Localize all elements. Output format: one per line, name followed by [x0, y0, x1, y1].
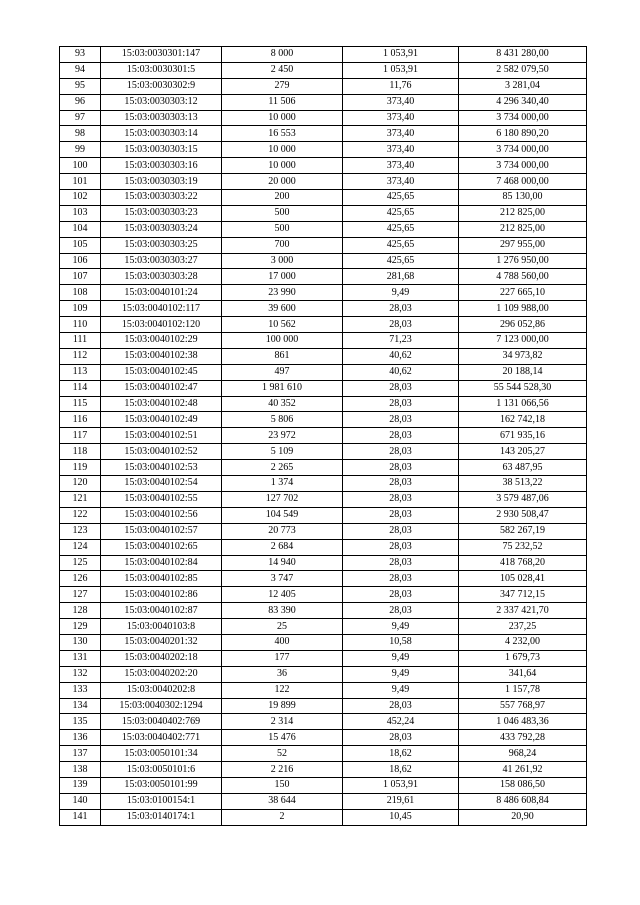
table-body	[60, 47, 587, 826]
row-number-cell: 106	[60, 253, 101, 269]
row-number-cell: 102	[60, 190, 101, 206]
unit-value-cell: 425,65	[343, 190, 459, 206]
cadastral-number-cell: 15:03:0030301:147	[101, 47, 222, 63]
total-value-cell: 55 544 528,30	[459, 380, 587, 396]
table-row	[60, 666, 587, 682]
total-value-cell: 8 486 608,84	[459, 793, 587, 809]
table-row	[60, 158, 587, 174]
row-number-cell: 123	[60, 523, 101, 539]
row-number-cell: 131	[60, 650, 101, 666]
area-cell: 10 000	[222, 142, 343, 158]
unit-value-cell: 425,65	[343, 205, 459, 221]
row-number-cell: 121	[60, 491, 101, 507]
total-value-cell: 158 086,50	[459, 777, 587, 793]
total-value-cell: 7 468 000,00	[459, 174, 587, 190]
area-cell: 11 506	[222, 94, 343, 110]
total-value-cell: 227 665,10	[459, 285, 587, 301]
table-row	[60, 460, 587, 476]
unit-value-cell: 9,49	[343, 650, 459, 666]
row-number-cell: 93	[60, 47, 101, 63]
table-row	[60, 190, 587, 206]
total-value-cell: 105 028,41	[459, 571, 587, 587]
row-number-cell: 107	[60, 269, 101, 285]
cadastral-number-cell: 15:03:0040102:84	[101, 555, 222, 571]
total-value-cell: 3 734 000,00	[459, 142, 587, 158]
cadastral-number-cell: 15:03:0040102:56	[101, 507, 222, 523]
table-row	[60, 523, 587, 539]
unit-value-cell: 28,03	[343, 428, 459, 444]
cadastral-number-cell: 15:03:0040302:1294	[101, 698, 222, 714]
total-value-cell: 1 046 483,36	[459, 714, 587, 730]
area-cell: 2 265	[222, 460, 343, 476]
total-value-cell: 6 180 890,20	[459, 126, 587, 142]
row-number-cell: 129	[60, 619, 101, 635]
total-value-cell: 20,90	[459, 809, 587, 825]
area-cell: 150	[222, 777, 343, 793]
row-number-cell: 119	[60, 460, 101, 476]
table-row	[60, 714, 587, 730]
cadastral-number-cell: 15:03:0100154:1	[101, 793, 222, 809]
row-number-cell: 109	[60, 301, 101, 317]
row-number-cell: 132	[60, 666, 101, 682]
unit-value-cell: 18,62	[343, 746, 459, 762]
area-cell: 39 600	[222, 301, 343, 317]
area-cell: 23 990	[222, 285, 343, 301]
unit-value-cell: 9,49	[343, 619, 459, 635]
unit-value-cell: 452,24	[343, 714, 459, 730]
row-number-cell: 135	[60, 714, 101, 730]
unit-value-cell: 28,03	[343, 587, 459, 603]
table-row	[60, 809, 587, 825]
unit-value-cell: 373,40	[343, 110, 459, 126]
total-value-cell: 1 157,78	[459, 682, 587, 698]
cadastral-number-cell: 15:03:0140174:1	[101, 809, 222, 825]
row-number-cell: 136	[60, 730, 101, 746]
total-value-cell: 3 734 000,00	[459, 110, 587, 126]
row-number-cell: 101	[60, 174, 101, 190]
unit-value-cell: 40,62	[343, 364, 459, 380]
cadastral-number-cell: 15:03:0040101:24	[101, 285, 222, 301]
unit-value-cell: 28,03	[343, 507, 459, 523]
area-cell: 36	[222, 666, 343, 682]
total-value-cell: 1 679,73	[459, 650, 587, 666]
area-cell: 5 109	[222, 444, 343, 460]
total-value-cell: 2 582 079,50	[459, 62, 587, 78]
total-value-cell: 8 431 280,00	[459, 47, 587, 63]
area-cell: 104 549	[222, 507, 343, 523]
area-cell: 23 972	[222, 428, 343, 444]
table-row	[60, 476, 587, 492]
unit-value-cell: 10,45	[343, 809, 459, 825]
row-number-cell: 94	[60, 62, 101, 78]
row-number-cell: 112	[60, 348, 101, 364]
unit-value-cell: 9,49	[343, 666, 459, 682]
unit-value-cell: 373,40	[343, 158, 459, 174]
row-number-cell: 130	[60, 634, 101, 650]
total-value-cell: 557 768,97	[459, 698, 587, 714]
cadastral-number-cell: 15:03:0040202:8	[101, 682, 222, 698]
row-number-cell: 108	[60, 285, 101, 301]
table-row	[60, 539, 587, 555]
area-cell: 177	[222, 650, 343, 666]
cadastral-number-cell: 15:03:0040402:771	[101, 730, 222, 746]
table-row	[60, 650, 587, 666]
cadastral-number-cell: 15:03:0030303:13	[101, 110, 222, 126]
unit-value-cell: 1 053,91	[343, 777, 459, 793]
area-cell: 12 405	[222, 587, 343, 603]
row-number-cell: 110	[60, 317, 101, 333]
row-number-cell: 125	[60, 555, 101, 571]
unit-value-cell: 219,61	[343, 793, 459, 809]
row-number-cell: 122	[60, 507, 101, 523]
table-row	[60, 62, 587, 78]
area-cell: 52	[222, 746, 343, 762]
table-row	[60, 491, 587, 507]
cadastral-number-cell: 15:03:0040102:51	[101, 428, 222, 444]
table-row	[60, 301, 587, 317]
cadastral-number-cell: 15:03:0040202:18	[101, 650, 222, 666]
table-row	[60, 285, 587, 301]
table-row	[60, 78, 587, 94]
row-number-cell: 116	[60, 412, 101, 428]
cadastral-number-cell: 15:03:0030303:25	[101, 237, 222, 253]
area-cell: 2 684	[222, 539, 343, 555]
unit-value-cell: 28,03	[343, 603, 459, 619]
row-number-cell: 97	[60, 110, 101, 126]
table-row	[60, 555, 587, 571]
row-number-cell: 99	[60, 142, 101, 158]
total-value-cell: 212 825,00	[459, 205, 587, 221]
unit-value-cell: 425,65	[343, 253, 459, 269]
cadastral-number-cell: 15:03:0030303:15	[101, 142, 222, 158]
cadastral-number-cell: 15:03:0040102:87	[101, 603, 222, 619]
row-number-cell: 98	[60, 126, 101, 142]
area-cell: 279	[222, 78, 343, 94]
table-row	[60, 746, 587, 762]
total-value-cell: 85 130,00	[459, 190, 587, 206]
unit-value-cell: 9,49	[343, 285, 459, 301]
unit-value-cell: 28,03	[343, 555, 459, 571]
total-value-cell: 296 052,86	[459, 317, 587, 333]
table-row	[60, 507, 587, 523]
table-row	[60, 110, 587, 126]
area-cell: 2 450	[222, 62, 343, 78]
total-value-cell: 4 232,00	[459, 634, 587, 650]
cadastral-number-cell: 15:03:0040102:47	[101, 380, 222, 396]
area-cell: 10 000	[222, 110, 343, 126]
area-cell: 16 553	[222, 126, 343, 142]
row-number-cell: 134	[60, 698, 101, 714]
cadastral-number-cell: 15:03:0040102:65	[101, 539, 222, 555]
cadastral-number-cell: 15:03:0040102:38	[101, 348, 222, 364]
table-row	[60, 348, 587, 364]
unit-value-cell: 1 053,91	[343, 62, 459, 78]
unit-value-cell: 373,40	[343, 94, 459, 110]
total-value-cell: 143 205,27	[459, 444, 587, 460]
table-row	[60, 333, 587, 349]
table-row	[60, 94, 587, 110]
area-cell: 5 806	[222, 412, 343, 428]
cadastral-number-cell: 15:03:0030303:27	[101, 253, 222, 269]
total-value-cell: 3 281,04	[459, 78, 587, 94]
total-value-cell: 341,64	[459, 666, 587, 682]
cadastral-number-cell: 15:03:0040103:8	[101, 619, 222, 635]
cadastral-number-cell: 15:03:0040102:53	[101, 460, 222, 476]
row-number-cell: 126	[60, 571, 101, 587]
row-number-cell: 115	[60, 396, 101, 412]
unit-value-cell: 40,62	[343, 348, 459, 364]
unit-value-cell: 281,68	[343, 269, 459, 285]
row-number-cell: 95	[60, 78, 101, 94]
area-cell: 1 981 610	[222, 380, 343, 396]
unit-value-cell: 373,40	[343, 142, 459, 158]
cadastral-number-cell: 15:03:0040402:769	[101, 714, 222, 730]
area-cell: 2 216	[222, 762, 343, 778]
row-number-cell: 114	[60, 380, 101, 396]
unit-value-cell: 28,03	[343, 317, 459, 333]
table-row	[60, 428, 587, 444]
table-row	[60, 603, 587, 619]
cadastral-number-cell: 15:03:0040102:52	[101, 444, 222, 460]
row-number-cell: 141	[60, 809, 101, 825]
area-cell: 3 000	[222, 253, 343, 269]
cadastral-number-cell: 15:03:0040102:85	[101, 571, 222, 587]
table-row	[60, 793, 587, 809]
table-row	[60, 730, 587, 746]
table-row	[60, 412, 587, 428]
cadastral-number-cell: 15:03:0050101:34	[101, 746, 222, 762]
cadastral-number-cell: 15:03:0030303:24	[101, 221, 222, 237]
total-value-cell: 1 276 950,00	[459, 253, 587, 269]
unit-value-cell: 28,03	[343, 412, 459, 428]
area-cell: 10 562	[222, 317, 343, 333]
unit-value-cell: 28,03	[343, 491, 459, 507]
row-number-cell: 118	[60, 444, 101, 460]
area-cell: 100 000	[222, 333, 343, 349]
cadastral-number-cell: 15:03:0030303:19	[101, 174, 222, 190]
row-number-cell: 105	[60, 237, 101, 253]
area-cell: 861	[222, 348, 343, 364]
row-number-cell: 138	[60, 762, 101, 778]
table-row	[60, 47, 587, 63]
table-row	[60, 396, 587, 412]
table-row	[60, 126, 587, 142]
area-cell: 14 940	[222, 555, 343, 571]
cadastral-number-cell: 15:03:0040102:49	[101, 412, 222, 428]
area-cell: 700	[222, 237, 343, 253]
area-cell: 2 314	[222, 714, 343, 730]
area-cell: 10 000	[222, 158, 343, 174]
cadastral-number-cell: 15:03:0030303:12	[101, 94, 222, 110]
total-value-cell: 3 579 487,06	[459, 491, 587, 507]
row-number-cell: 133	[60, 682, 101, 698]
row-number-cell: 120	[60, 476, 101, 492]
unit-value-cell: 28,03	[343, 301, 459, 317]
cadastral-number-cell: 15:03:0030303:23	[101, 205, 222, 221]
table-row	[60, 174, 587, 190]
row-number-cell: 100	[60, 158, 101, 174]
table-row	[60, 253, 587, 269]
unit-value-cell: 373,40	[343, 126, 459, 142]
area-cell: 3 747	[222, 571, 343, 587]
total-value-cell: 63 487,95	[459, 460, 587, 476]
total-value-cell: 4 296 340,40	[459, 94, 587, 110]
table-row	[60, 269, 587, 285]
total-value-cell: 1 109 988,00	[459, 301, 587, 317]
cadastral-number-cell: 15:03:0030303:16	[101, 158, 222, 174]
area-cell: 200	[222, 190, 343, 206]
unit-value-cell: 28,03	[343, 730, 459, 746]
unit-value-cell: 1 053,91	[343, 47, 459, 63]
area-cell: 20 000	[222, 174, 343, 190]
cadastral-number-cell: 15:03:0040102:29	[101, 333, 222, 349]
total-value-cell: 347 712,15	[459, 587, 587, 603]
total-value-cell: 7 123 000,00	[459, 333, 587, 349]
cadastral-number-cell: 15:03:0040102:57	[101, 523, 222, 539]
total-value-cell: 237,25	[459, 619, 587, 635]
cadastral-number-cell: 15:03:0040102:120	[101, 317, 222, 333]
total-value-cell: 20 188,14	[459, 364, 587, 380]
area-cell: 40 352	[222, 396, 343, 412]
area-cell: 19 899	[222, 698, 343, 714]
row-number-cell: 140	[60, 793, 101, 809]
area-cell: 20 773	[222, 523, 343, 539]
cadastral-number-cell: 15:03:0050101:6	[101, 762, 222, 778]
table-row	[60, 698, 587, 714]
area-cell: 17 000	[222, 269, 343, 285]
table-row	[60, 317, 587, 333]
table-row	[60, 619, 587, 635]
total-value-cell: 297 955,00	[459, 237, 587, 253]
total-value-cell: 1 131 066,56	[459, 396, 587, 412]
table-row	[60, 571, 587, 587]
total-value-cell: 4 788 560,00	[459, 269, 587, 285]
row-number-cell: 117	[60, 428, 101, 444]
area-cell: 15 476	[222, 730, 343, 746]
table-row	[60, 634, 587, 650]
table-row	[60, 587, 587, 603]
cadastral-number-cell: 15:03:0040102:48	[101, 396, 222, 412]
unit-value-cell: 28,03	[343, 698, 459, 714]
row-number-cell: 127	[60, 587, 101, 603]
area-cell: 83 390	[222, 603, 343, 619]
area-cell: 25	[222, 619, 343, 635]
row-number-cell: 124	[60, 539, 101, 555]
unit-value-cell: 28,03	[343, 476, 459, 492]
unit-value-cell: 425,65	[343, 221, 459, 237]
row-number-cell: 137	[60, 746, 101, 762]
unit-value-cell: 28,03	[343, 523, 459, 539]
area-cell: 8 000	[222, 47, 343, 63]
area-cell: 38 644	[222, 793, 343, 809]
area-cell: 500	[222, 221, 343, 237]
cadastral-number-cell: 15:03:0040102:55	[101, 491, 222, 507]
cadastral-number-cell: 15:03:0040102:45	[101, 364, 222, 380]
cadastral-number-cell: 15:03:0050101:99	[101, 777, 222, 793]
table-row	[60, 237, 587, 253]
cadastral-number-cell: 15:03:0030301:5	[101, 62, 222, 78]
cadastral-number-cell: 15:03:0030302:9	[101, 78, 222, 94]
table-row	[60, 380, 587, 396]
unit-value-cell: 28,03	[343, 444, 459, 460]
total-value-cell: 38 513,22	[459, 476, 587, 492]
table-row	[60, 364, 587, 380]
total-value-cell: 433 792,28	[459, 730, 587, 746]
unit-value-cell: 425,65	[343, 237, 459, 253]
total-value-cell: 34 973,82	[459, 348, 587, 364]
table-row	[60, 444, 587, 460]
row-number-cell: 113	[60, 364, 101, 380]
table-row	[60, 205, 587, 221]
area-cell: 497	[222, 364, 343, 380]
row-number-cell: 139	[60, 777, 101, 793]
table-row	[60, 221, 587, 237]
unit-value-cell: 28,03	[343, 396, 459, 412]
row-number-cell: 104	[60, 221, 101, 237]
cadastral-number-cell: 15:03:0030303:28	[101, 269, 222, 285]
row-number-cell: 103	[60, 205, 101, 221]
unit-value-cell: 28,03	[343, 571, 459, 587]
unit-value-cell: 18,62	[343, 762, 459, 778]
total-value-cell: 582 267,19	[459, 523, 587, 539]
unit-value-cell: 28,03	[343, 460, 459, 476]
table-row	[60, 762, 587, 778]
total-value-cell: 968,24	[459, 746, 587, 762]
unit-value-cell: 28,03	[343, 380, 459, 396]
cadastral-number-cell: 15:03:0040201:32	[101, 634, 222, 650]
unit-value-cell: 11,76	[343, 78, 459, 94]
table-row	[60, 682, 587, 698]
row-number-cell: 96	[60, 94, 101, 110]
total-value-cell: 75 232,52	[459, 539, 587, 555]
table-row	[60, 142, 587, 158]
unit-value-cell: 9,49	[343, 682, 459, 698]
row-number-cell: 111	[60, 333, 101, 349]
unit-value-cell: 10,58	[343, 634, 459, 650]
unit-value-cell: 373,40	[343, 174, 459, 190]
total-value-cell: 418 768,20	[459, 555, 587, 571]
cadastral-value-table	[59, 46, 587, 826]
unit-value-cell: 71,23	[343, 333, 459, 349]
row-number-cell: 128	[60, 603, 101, 619]
total-value-cell: 3 734 000,00	[459, 158, 587, 174]
area-cell: 122	[222, 682, 343, 698]
total-value-cell: 212 825,00	[459, 221, 587, 237]
area-cell: 500	[222, 205, 343, 221]
cadastral-number-cell: 15:03:0030303:22	[101, 190, 222, 206]
area-cell: 2	[222, 809, 343, 825]
area-cell: 400	[222, 634, 343, 650]
unit-value-cell: 28,03	[343, 539, 459, 555]
total-value-cell: 2 337 421,70	[459, 603, 587, 619]
table-row	[60, 777, 587, 793]
total-value-cell: 671 935,16	[459, 428, 587, 444]
cadastral-number-cell: 15:03:0040202:20	[101, 666, 222, 682]
cadastral-number-cell: 15:03:0040102:117	[101, 301, 222, 317]
cadastral-number-cell: 15:03:0040102:54	[101, 476, 222, 492]
area-cell: 127 702	[222, 491, 343, 507]
total-value-cell: 2 930 508,47	[459, 507, 587, 523]
total-value-cell: 162 742,18	[459, 412, 587, 428]
total-value-cell: 41 261,92	[459, 762, 587, 778]
area-cell: 1 374	[222, 476, 343, 492]
cadastral-number-cell: 15:03:0030303:14	[101, 126, 222, 142]
cadastral-number-cell: 15:03:0040102:86	[101, 587, 222, 603]
